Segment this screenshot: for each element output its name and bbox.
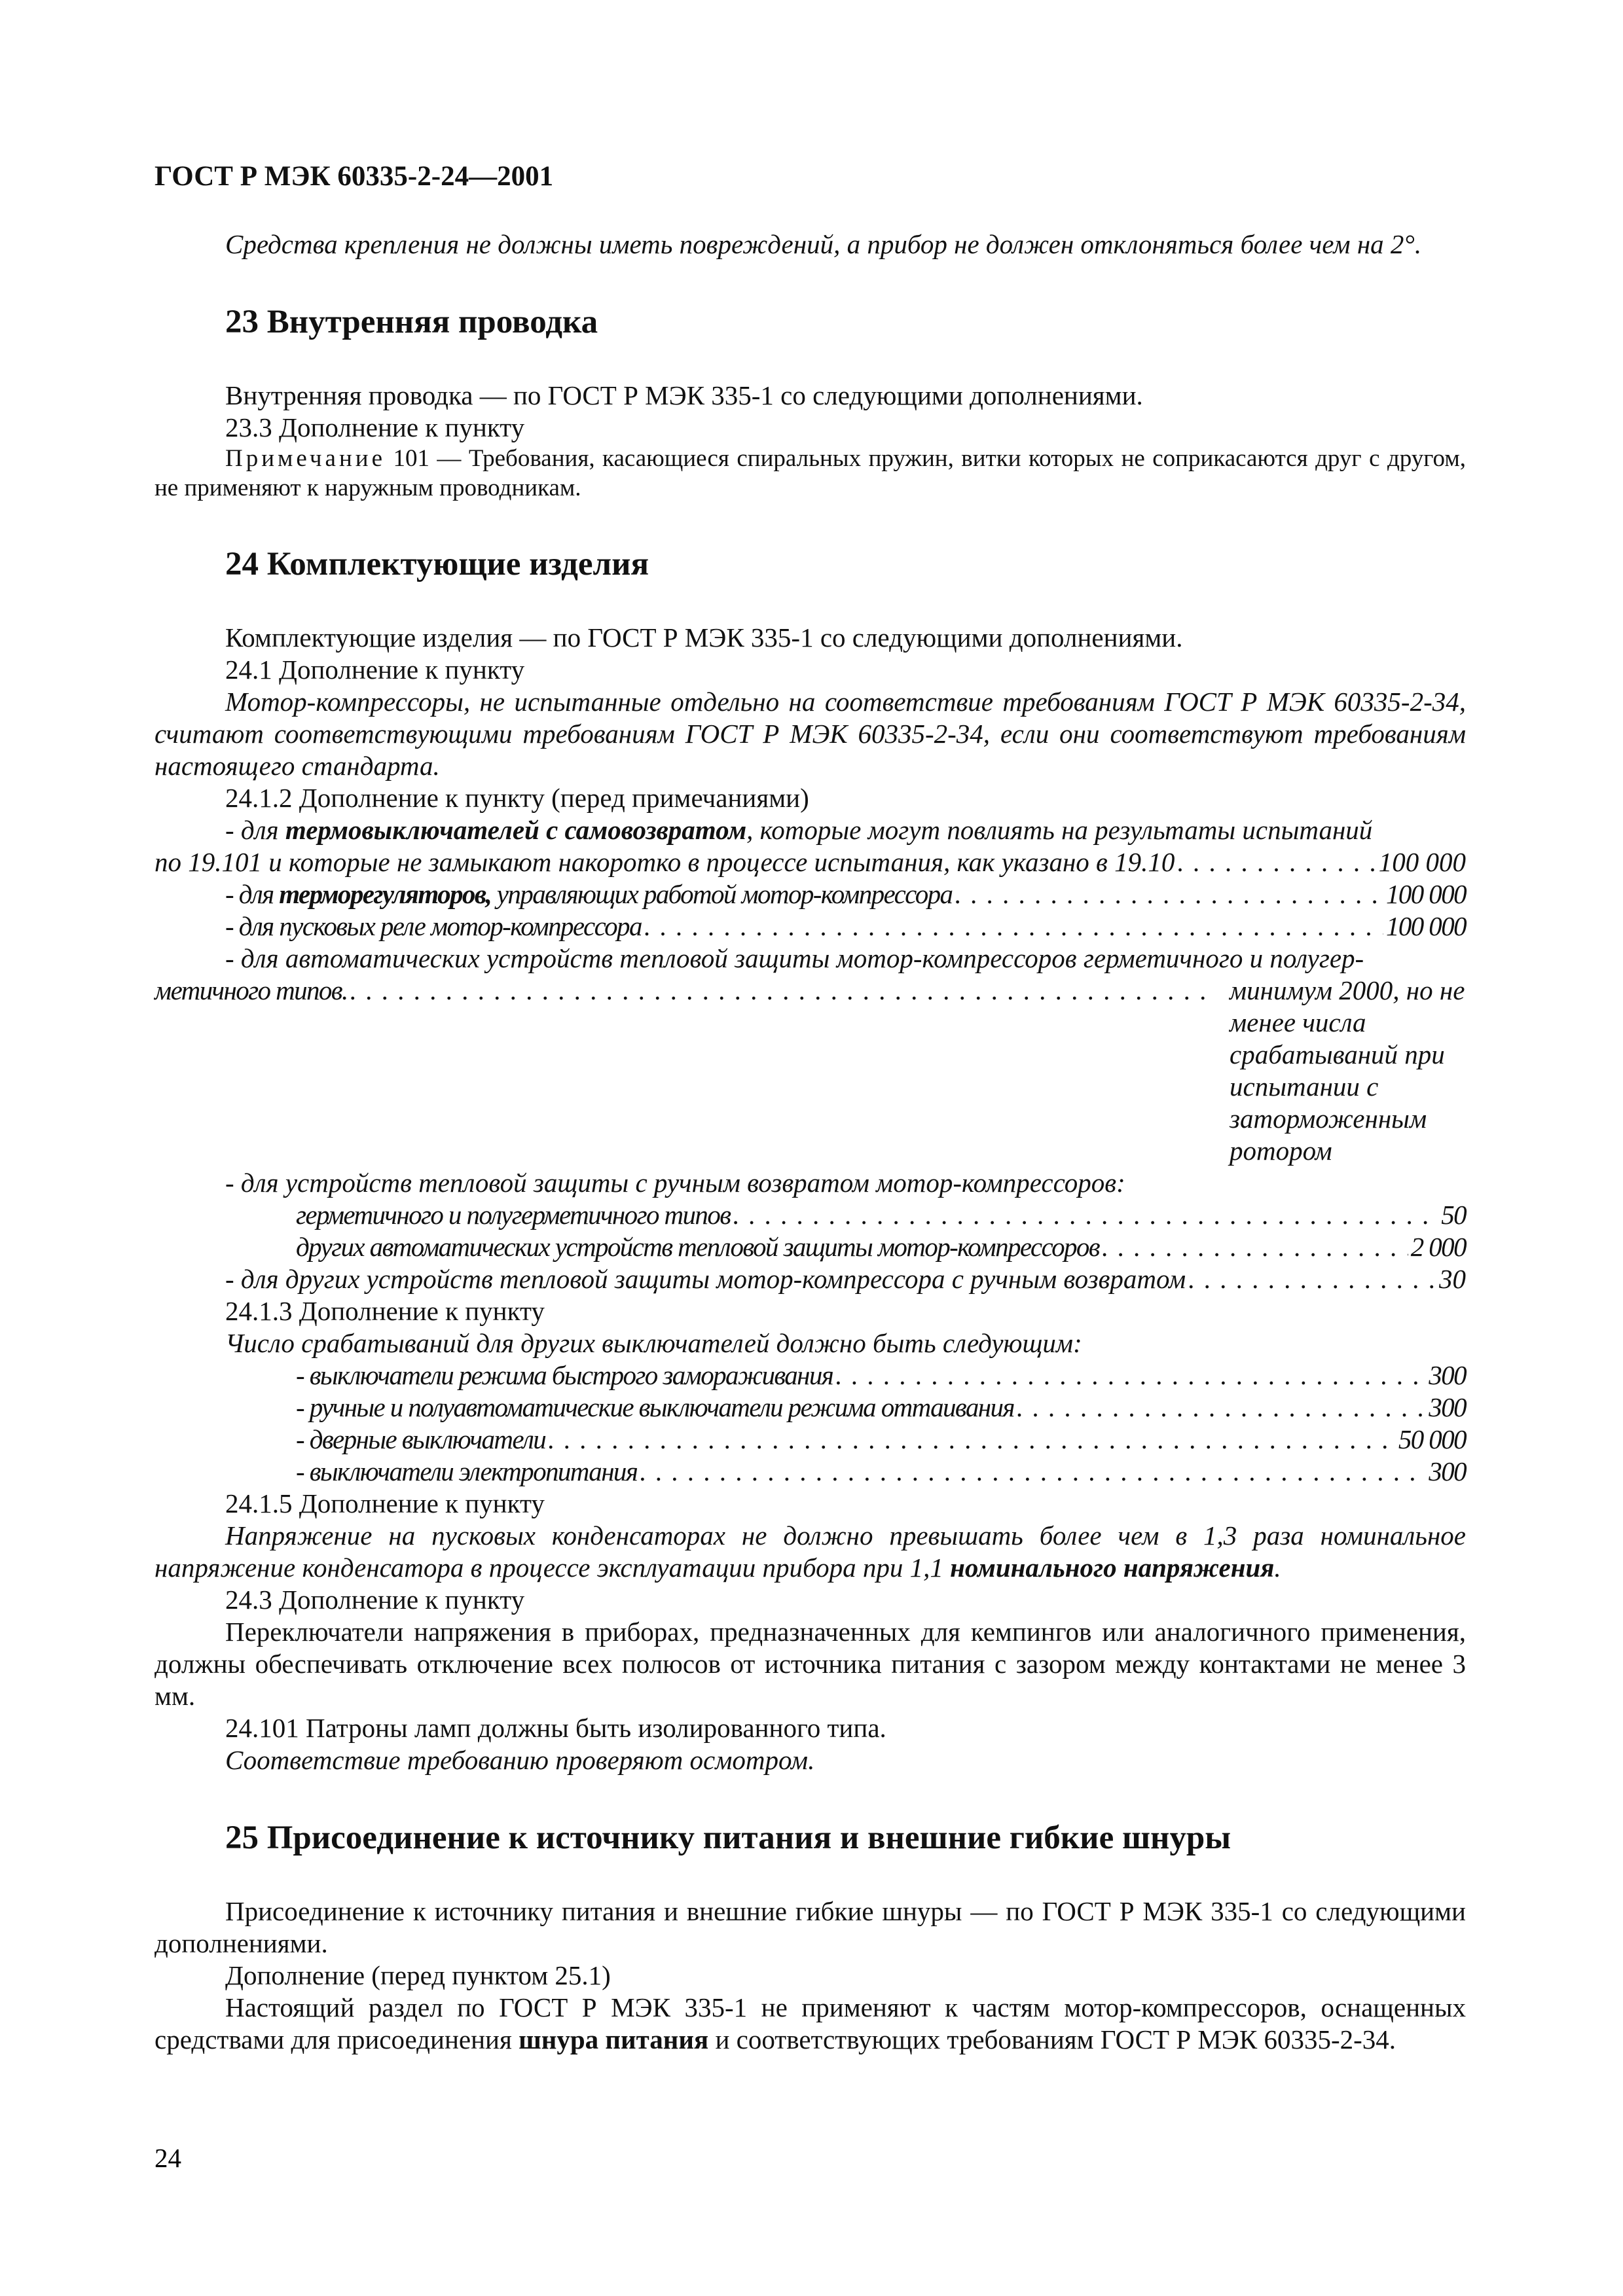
dot-leader — [644, 910, 1383, 942]
dot-leader — [640, 1456, 1426, 1488]
dot-leader — [548, 1424, 1396, 1456]
list-row — [155, 1199, 1466, 1231]
s24-paragraph-12: Соответствие требованию проверяют осмотром. — [225, 1745, 815, 1775]
text-run: управляющих работой мотор-компрессора — [491, 879, 953, 909]
text-run: и соответствующих требованиям ГОСТ Р МЭК 60335-2-34. — [708, 2024, 1396, 2054]
row-value-block: минимум 2000, но не менее числа срабатываний при испытании с заторможенным ротором — [1230, 975, 1465, 1166]
row-value: 300 — [1429, 1392, 1466, 1422]
row-label: - дверные выключатели — [296, 1424, 546, 1454]
dot-leader — [733, 1199, 1438, 1231]
page-number: 24 — [155, 2143, 181, 2173]
s24-paragraph-1: Комплектующие изделия — по ГОСТ Р МЭК 335-1 со следующими дополнениями. — [225, 622, 1183, 653]
bold-term: терморегуляторов, — [279, 879, 492, 909]
list-row — [155, 1359, 1466, 1391]
row-label: - для других устройств тепловой защиты мотор-компрессора с ручным возвратом — [225, 1264, 1186, 1294]
row-value: 50 000 — [1398, 1424, 1466, 1454]
row-label: - выключатели режима быстрого замораживания — [296, 1360, 833, 1390]
text-run: Настоящий раздел по ГОСТ Р МЭК 335-1 не применяют к частям мотор-компрессоров, оснащенных средствами для присоединения — [155, 1992, 1466, 2054]
row-value: 2 000 — [1410, 1232, 1466, 1262]
s24-paragraph-4: 24.1.2 Дополнение к пункту (перед примечаниями) — [225, 783, 809, 813]
bold-term: шнура питания — [519, 2024, 709, 2054]
row-label — [225, 878, 952, 910]
row-label: - для пусковых реле мотор-компрессора — [225, 911, 642, 941]
text-run: - для — [225, 879, 280, 909]
s25-paragraph-3 — [155, 1992, 1466, 2056]
row-value: 100 000 — [1385, 911, 1466, 941]
text-run: Напряжение на пусковых конденсаторах не должно превышать более чем в 1,3 раза номинальное напряжение конденсатора в процессе эксплуатации прибора при 1,1 — [155, 1520, 1466, 1583]
row-value: 100 000 — [1385, 879, 1466, 909]
s24-paragraph-7: 24.1.5 Дополнение к пункту — [225, 1488, 545, 1518]
list-row — [155, 1456, 1466, 1488]
list-item-auto-protection: - для автоматических устройств тепловой защиты мотор-компрессоров герметичного и полугер- — [225, 943, 1364, 973]
row-label: по 19.101 и которые не замыкают накоротко в процессе испытания, как указано в 19.10 — [155, 847, 1175, 877]
s25-paragraph-2: Дополнение (перед пунктом 25.1) — [225, 1960, 611, 1990]
dot-leader — [1017, 1391, 1426, 1424]
list-row-split — [155, 975, 1466, 1167]
row-label-block — [155, 975, 1215, 1007]
s24-paragraph-9: 24.3 Дополнение к пункту — [225, 1585, 525, 1615]
note-label: Примечание — [225, 445, 386, 472]
dot-leader — [835, 1359, 1426, 1391]
list-item-thermal-switches — [155, 814, 1466, 846]
s23-paragraph-1: Внутренняя проводка — по ГОСТ Р МЭК 335-1 со следующими дополнениями. — [225, 380, 1143, 410]
document-header: ГОСТ Р МЭК 60335-2-24—2001 — [155, 161, 554, 192]
s25-paragraph-1: Присоединение к источнику питания и внешние гибкие шнуры — по ГОСТ Р МЭК 335-1 со следующими дополнениями. — [155, 1896, 1466, 1958]
row-label: герметичного и полугерметичного типов — [296, 1200, 731, 1230]
intro-paragraph: Средства крепления не должны иметь повреждений, а прибор не должен отклоняться более чем на 2°. — [225, 229, 1422, 259]
row-value: 30 — [1439, 1264, 1466, 1294]
s24-paragraph-6: Число срабатываний для других выключателей должно быть следующим: — [225, 1328, 1082, 1358]
document-page — [155, 160, 1466, 2202]
list-row — [155, 1391, 1466, 1424]
dot-leader — [955, 878, 1383, 910]
s24-paragraph-11: 24.101 Патроны ламп должны быть изолированного типа. — [225, 1713, 886, 1743]
row-value: 300 — [1429, 1456, 1466, 1486]
list-row — [155, 878, 1466, 910]
bold-term: номинального напряжения — [950, 1552, 1275, 1583]
s23-paragraph-2: 23.3 Дополнение к пункту — [225, 412, 525, 442]
section-24-title: 24 Комплектующие изделия — [225, 546, 649, 583]
row-label: метичного типов. — [155, 975, 348, 1005]
text-run: , которые могут повлиять на результаты испытаний — [746, 815, 1373, 845]
s23-note — [155, 444, 1466, 503]
row-value: 300 — [1429, 1360, 1466, 1390]
list-row — [155, 910, 1466, 942]
row-label: других автоматических устройств тепловой защиты мотор-компрессоров — [296, 1232, 1100, 1262]
s24-paragraph-5: 24.1.3 Дополнение к пункту — [225, 1296, 545, 1326]
dot-leader — [1188, 1263, 1436, 1295]
list-row — [155, 846, 1466, 878]
bold-term: термовыключателей с самовозвратом — [285, 815, 747, 845]
section-23-title: 23 Внутренняя проводка — [225, 304, 598, 340]
s24-paragraph-10: Переключатели напряжения в приборах, предназначенных для кемпингов или аналогичного применения, должны обеспечивать отключение всех полюсов от источника питания с зазором между контактами не менее 3 мм. — [155, 1617, 1466, 1711]
s24-paragraph-3: Мотор-компрессоры, не испытанные отдельно на соответствие требованиям ГОСТ Р МЭК 60335-2-34, считают соответствующими требованиям ГОСТ Р МЭК 60335-2-34, если они соответствуют требованиям настоящего стандарта. — [155, 687, 1466, 781]
row-label: - выключатели электропитания — [296, 1456, 638, 1486]
text-run: - для — [225, 815, 285, 845]
dot-leader — [1102, 1231, 1408, 1263]
list-row — [155, 1231, 1466, 1263]
row-value: 100 000 — [1378, 847, 1466, 877]
list-row — [155, 1424, 1466, 1456]
list-item-manual-reset: - для устройств тепловой защиты с ручным возвратом мотор-компрессоров: — [225, 1168, 1125, 1198]
text-run: . — [1274, 1552, 1281, 1583]
s24-paragraph-8 — [155, 1520, 1466, 1584]
note-text: 101 — Требования, касающиеся спиральных пружин, витки которых не соприкасаются друг с другом, не применяют к наружным проводникам. — [155, 445, 1466, 501]
list-row — [155, 1263, 1466, 1295]
row-label: - ручные и полуавтоматические выключатели режима оттаивания — [296, 1392, 1014, 1422]
section-25-title: 25 Присоединение к источнику питания и внешние гибкие шнуры — [225, 1820, 1231, 1856]
dot-leader — [350, 975, 1213, 1007]
s24-paragraph-2: 24.1 Дополнение к пункту — [225, 655, 525, 685]
dot-leader — [1177, 846, 1376, 878]
row-value: 50 — [1441, 1200, 1466, 1230]
